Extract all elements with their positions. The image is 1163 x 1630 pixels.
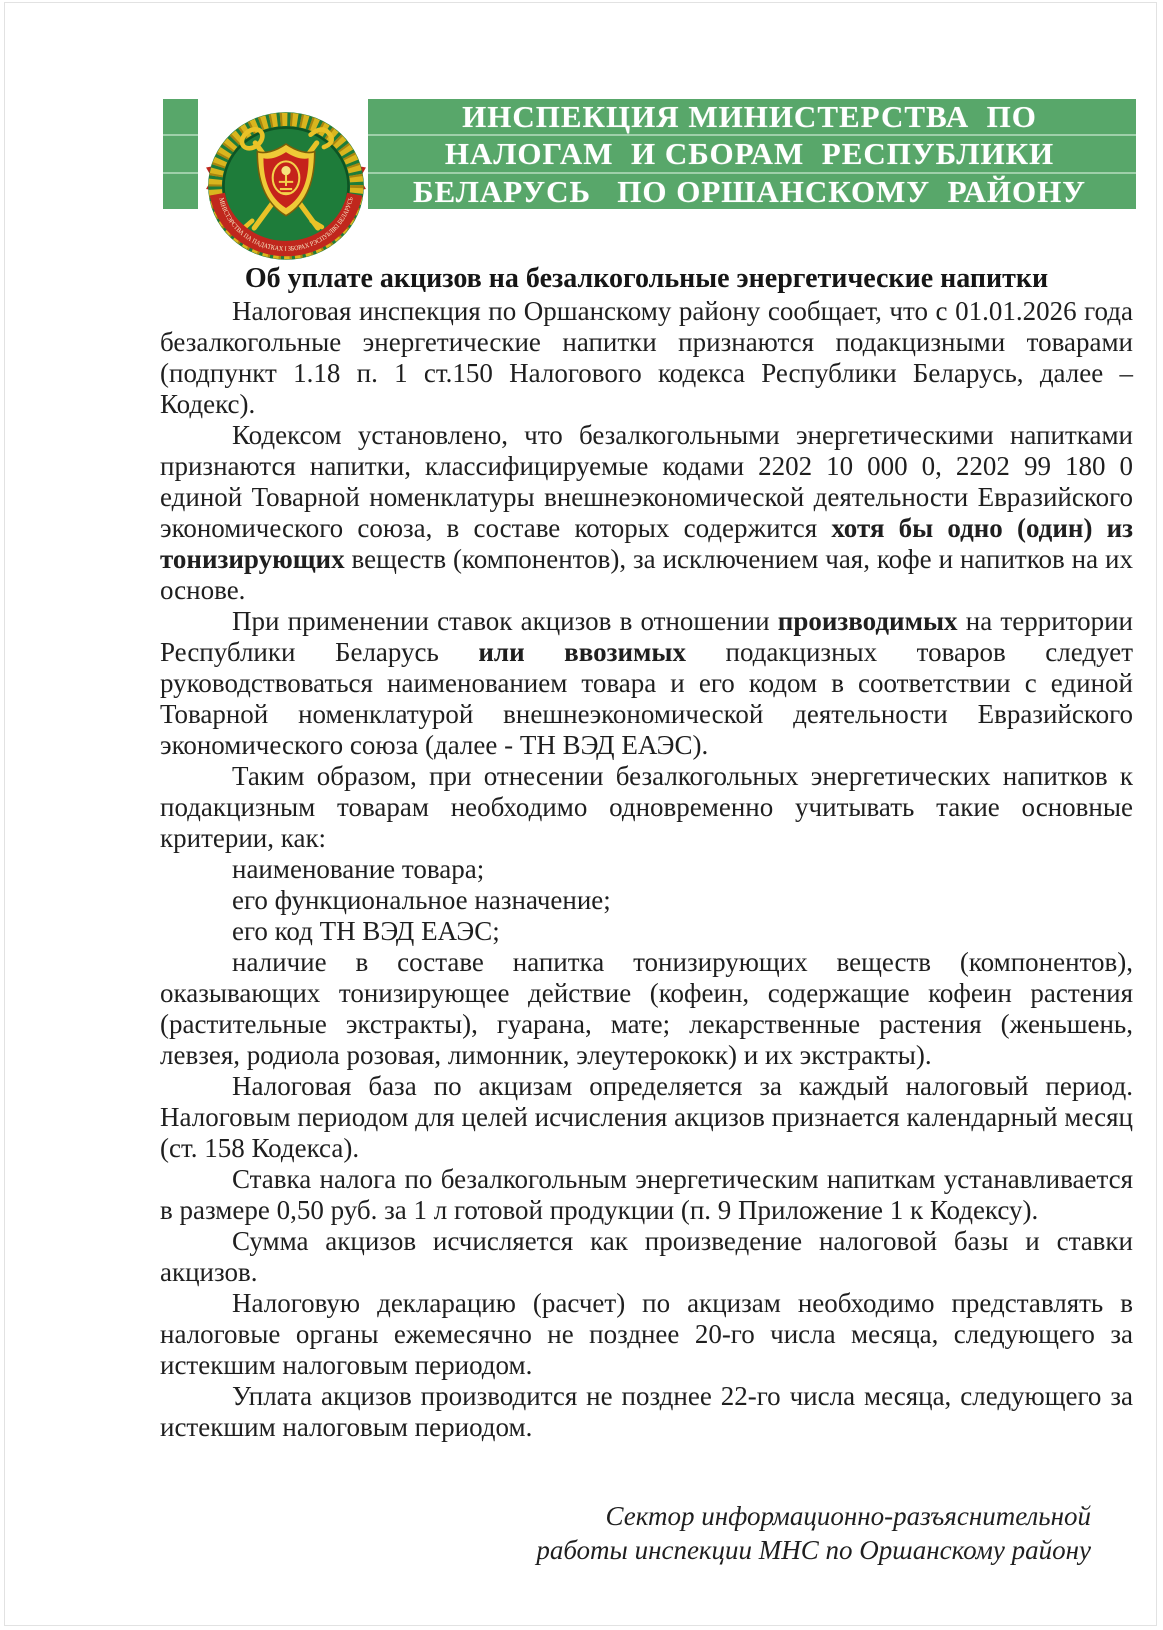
body-paragraph: Налоговую декларацию (расчет) по акцизам необходимо представлять в налоговые органы ежемесячно не позднее 20-го числа месяца, следующего за истекшим налоговым периодом. (160, 1288, 1133, 1380)
text-run: на территории Республики Беларусь (160, 606, 1133, 667)
criteria-list-item: его функциональное назначение; (232, 885, 611, 915)
body-paragraph: Таким образом, при отнесении безалкогольных энергетических напитков к подакцизным товарам необходимо одновременно учитывать такие основные критерии, как: (160, 761, 1133, 853)
body-paragraph (160, 420, 1133, 606)
text-run: Кодексом установлено, что безалкогольными энергетическими напитками признаются напитки, классифицируемые кодами 2202 10 000 0, 2202 99 180 0 единой Товарной номенклатуры внешнеэкономической деятельности Евразийского экономического союза, в составе которых содержится (160, 420, 1133, 543)
signature-block (160, 1499, 1133, 1567)
text-run: При применении ставок акцизов в отношении (232, 606, 778, 636)
document-body (160, 262, 1133, 1567)
emblem-ring-text: МІНІСТЭРСТВА ПА ПАДАТКАХ І ЗБОРАХ РЭСПУБЛІКІ БЕЛАРУСЬ (217, 196, 355, 253)
signature-line: Сектор информационно-разъяснительной (605, 1501, 1091, 1531)
body-paragraph: наличие в составе напитка тонизирующих веществ (компонентов), оказывающих тонизирующее действие (кофеин, содержащие кофеин растения (растительные экстракты), гуарана, мате; лекарственные растения (женьшень, левзея, родиола розовая, лимонник, элеутерококк) и их экстракты). (160, 947, 1133, 1070)
header-banner-line: БЕЛАРУСЬ ПО ОРШАНСКОМУ РАЙОНУ (412, 173, 1087, 209)
body-paragraph: Уплата акцизов производится не позднее 22-го числа месяца, следующего за истекшим налоговым периодом. (160, 1381, 1133, 1442)
emphasis-run: или ввозимых (478, 637, 686, 667)
criteria-list-item: наименование товара; (232, 854, 485, 884)
header-banner-line: ИНСПЕКЦИЯ МИНИСТЕРСТВА ПО (462, 99, 1037, 135)
text-run: веществ (компонентов), за исключением чая, кофе и напитков на их основе. (160, 544, 1133, 605)
body-paragraph: Налоговая инспекция по Оршанскому району сообщает, что с 01.01.2026 года безалкогольные энергетические напитки признаются подакцизными товарами (подпункт 1.18 п. 1 ст.150 Налогового кодекса Республики Беларусь, далее – Кодекс). (160, 296, 1133, 419)
document-title: Об уплате акцизов на безалкогольные энергетические напитки (244, 263, 1049, 294)
body-paragraph: Сумма акцизов исчисляется как произведение налоговой базы и ставки акцизов. (160, 1226, 1133, 1287)
emphasis-run: производимых (777, 606, 958, 636)
criteria-list-item: его код ТН ВЭД ЕАЭС; (232, 916, 500, 946)
ministry-emblem-icon (204, 110, 368, 264)
body-paragraph (160, 606, 1133, 761)
emphasis-run: хотя бы одно (один) из тонизирующих (160, 513, 1134, 574)
text-run: подакцизных товаров следует руководствоваться наименованием товара и его кодом в соответствии с единой Товарной номенклатурой внешнеэкономической деятельности Евразийского экономического союза (далее - ТН ВЭД ЕАЭС). (160, 637, 1133, 760)
body-paragraph: Ставка налога по безалкогольным энергетическим напиткам устанавливается в размере 0,50 руб. за 1 л готовой продукции (п. 9 Приложение 1 к Кодексу). (160, 1164, 1133, 1225)
signature-line: работы инспекции МНС по Оршанскому району (536, 1535, 1091, 1565)
header-banner-line: НАЛОГАМ И СБОРАМ РЕСПУБЛИКИ (444, 136, 1055, 172)
body-paragraph: Налоговая база по акцизам определяется за каждый налоговый период. Налоговым периодом для целей исчисления акцизов признается календарный месяц (ст. 158 Кодекса). (160, 1071, 1133, 1163)
